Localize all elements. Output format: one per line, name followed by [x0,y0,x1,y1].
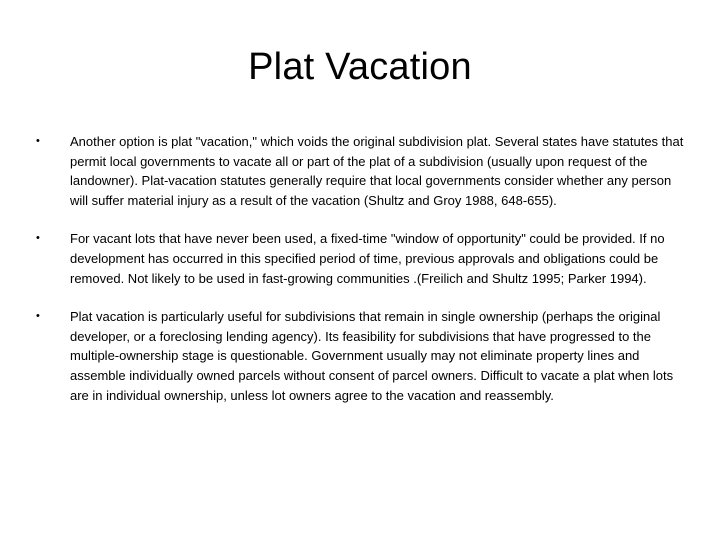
bullet-text-2: For vacant lots that have never been used, a fixed-time "window of opportunity" could be provided. If no development has occurred in this specified period of time, previous approvals and obligations could be removed. Not likely to be used in fast-growing communities .(Freilich and Shultz 1995; Parker 1994). [70,231,665,286]
bullet-icon: • [36,310,40,323]
bullet-list [36,132,686,405]
bullet-text-3: Plat vacation is particularly useful for subdivisions that remain in single ownership (perhaps the original developer, or a foreclosing lending agency). Its feasibility for subdivisions that have progressed to the multiple-ownership stage is questionable. Government usually may not eliminate property lines and assemble individually owned parcels without consent of parcel owners. Difficult to vacate a plat when lots are in individual ownership, unless lot owners agree to the vacation and reassembly. [70,309,674,403]
bullet-item-1 [36,132,686,210]
bullet-text-1: Another option is plat "vacation," which voids the original subdivision plat. Several states have statutes that permit local governments to vacate all or part of the plat of a subdivision (usually upon request of the landowner). Plat-vacation statutes generally require that local governments consider whether any person will suffer material injury as a result of the vacation (Shultz and Groy 1988, 648-655). [70,134,684,208]
bullet-icon: • [36,135,40,147]
bullet-icon: • [36,232,40,245]
slide-title: Plat Vacation [248,46,472,88]
bullet-item-3 [36,307,686,405]
bullet-item-2 [36,229,686,288]
